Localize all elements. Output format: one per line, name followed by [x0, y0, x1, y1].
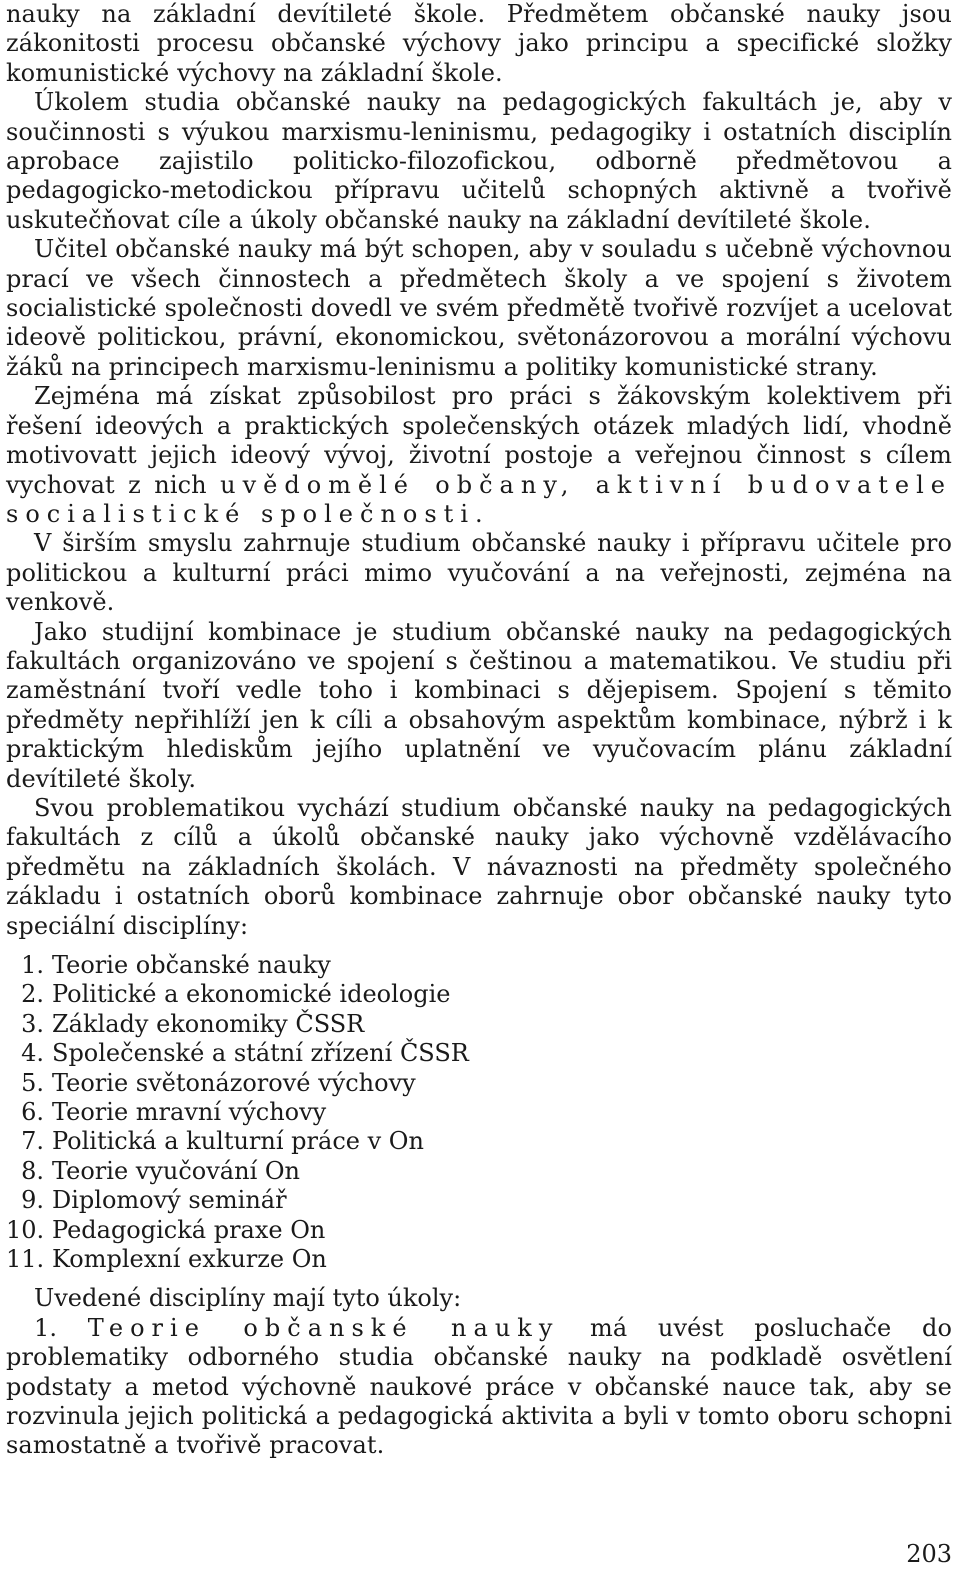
- paragraph-broader-sense: V širším smyslu zahrnuje studium občanské nauky i přípravu učitele pro politickou a kulturní práci mimo vyučování a na veřejnosti, zejména na venkově.: [6, 529, 952, 617]
- list-label: Základy ekonomiky ČSSR: [52, 1009, 365, 1038]
- list-label: Pedagogická praxe On: [52, 1215, 326, 1244]
- emphasized-phrase: uvědomělé občany, aktivní budovatele socialistické společnosti: [6, 470, 952, 528]
- list-item: [6, 1245, 952, 1274]
- task-title: Teorie občanské nauky: [87, 1313, 560, 1342]
- list-label: Teorie vyučování On: [52, 1156, 301, 1185]
- list-number: 10.: [6, 1215, 45, 1244]
- list-number: 4.: [21, 1039, 44, 1068]
- list-item: [6, 1127, 952, 1156]
- paragraph-text: .: [475, 499, 483, 528]
- list-number: 9.: [21, 1186, 44, 1215]
- list-number: 6.: [21, 1097, 44, 1126]
- paragraph-disciplines-intro: Svou problematikou vychází studium občanské nauky na pedagogických fakultách z cílů a úkolů občanské nauky jako výchovně vzdělávacího předmětu na základních školách. V návaznosti na předměty společného základu i ostatních oborů kombinace zahrnuje obor občanské nauky tyto speciální disciplíny:: [6, 793, 952, 940]
- list-item: [6, 1098, 952, 1127]
- list-number: 2.: [21, 980, 44, 1009]
- paragraph-teacher-abilities: Učitel občanské nauky má být schopen, aby v souladu s učebně výchovnou prací ve všech činnostech a předmětech školy a ve spojení s životem socialistické společnosti dovedl ve svém předmětě tvořivě rozvíjet a ucelovat ideově politickou, právní, ekonomickou, světonázorovou a morální výchovu žáků na principech marxismu-leninismu a politiky komunistické strany.: [6, 235, 952, 381]
- paragraph-intro: nauky na základní devítileté škole. Předmětem občanské nauky jsou zákonitosti procesu občanské výchovy jako principu a specifické složky komunistické výchovy na základní škole.: [6, 0, 952, 87]
- task-item-1: [6, 1314, 952, 1461]
- list-item: [6, 1157, 952, 1186]
- list-number: 11.: [6, 1244, 45, 1273]
- list-label: Teorie mravní výchovy: [52, 1097, 327, 1126]
- list-number: 7.: [21, 1127, 44, 1156]
- list-label: Komplexní exkurze On: [52, 1244, 327, 1273]
- list-label: Společenské a státní zřízení ČSSR: [52, 1039, 469, 1068]
- paragraph-text: Zejména má získat způsobilost pro práci s žákovským kolektivem při řešení ideových a praktických společenských otázek mladých lidí, vhodně motivovatt jejich ideový vývoj, životní postoje a veřejnou činnost s cílem vychovat z nich: [6, 382, 952, 499]
- list-number: 5.: [21, 1068, 44, 1097]
- tasks-intro: Uvedené disciplíny mají tyto úkoly:: [34, 1284, 462, 1313]
- discipline-list: [6, 951, 952, 1274]
- task-text: má uvést posluchače do problematiky odborného studia občanské nauky na podkladě osvětlení podstaty a metod výchovně naukové práce v občanské nauce tak, aby se rozvinula jejich politická a pedagogická aktivita a byli v tomto oboru schopni samostatně a tvořivě pracovat.: [6, 1313, 952, 1460]
- page-number: 203: [906, 1540, 952, 1568]
- list-item: [6, 951, 952, 980]
- paragraph-study-combination: Jako studijní kombinace je studium občanské nauky na pedagogických fakultách organizováno ve spojení s češtinou a matematikou. Ve studiu při zaměstnání tvoří vedle toho i kombinaci s dějepisem. Spojení s těmito předměty nepřihlíží jen k cíli a obsahovým aspektům kombinace, nýbrž i k praktickým hlediskům jejího uplatnění ve vyučovacím plánu základní devítileté školy.: [6, 617, 952, 793]
- list-label: Teorie světonázorové výchovy: [52, 1068, 416, 1097]
- task-number: 1.: [34, 1313, 58, 1342]
- list-item: [6, 1216, 952, 1245]
- list-item: [6, 1069, 952, 1098]
- list-item: [6, 1039, 952, 1068]
- list-label: Diplomový seminář: [52, 1186, 287, 1215]
- list-item: [6, 1010, 952, 1039]
- paragraph-task-of-study: Úkolem studia občanské nauky na pedagogických fakultách je, aby v součinnosti s výukou marxismu-leninismu, pedagogiky i ostatních disciplín aprobace zajistilo politicko-filozofickou, odborně předmětovou a pedagogicko-metodickou přípravu učitelů schopných aktivně a tvořivě uskutečňovat cíle a úkoly občanské nauky na základní devítileté škole.: [6, 88, 952, 234]
- list-label: Politické a ekonomické ideologie: [52, 980, 451, 1009]
- document-page: [6, 0, 952, 1461]
- list-item: [6, 1186, 952, 1215]
- list-label: Politická a kulturní práce v On: [52, 1127, 424, 1156]
- list-label: Teorie občanské nauky: [52, 951, 331, 979]
- list-number: 8.: [21, 1156, 44, 1185]
- list-item: [6, 980, 952, 1009]
- list-number: 1.: [21, 951, 44, 979]
- paragraph-student-collective: [6, 382, 952, 529]
- list-number: 3.: [21, 1009, 44, 1038]
